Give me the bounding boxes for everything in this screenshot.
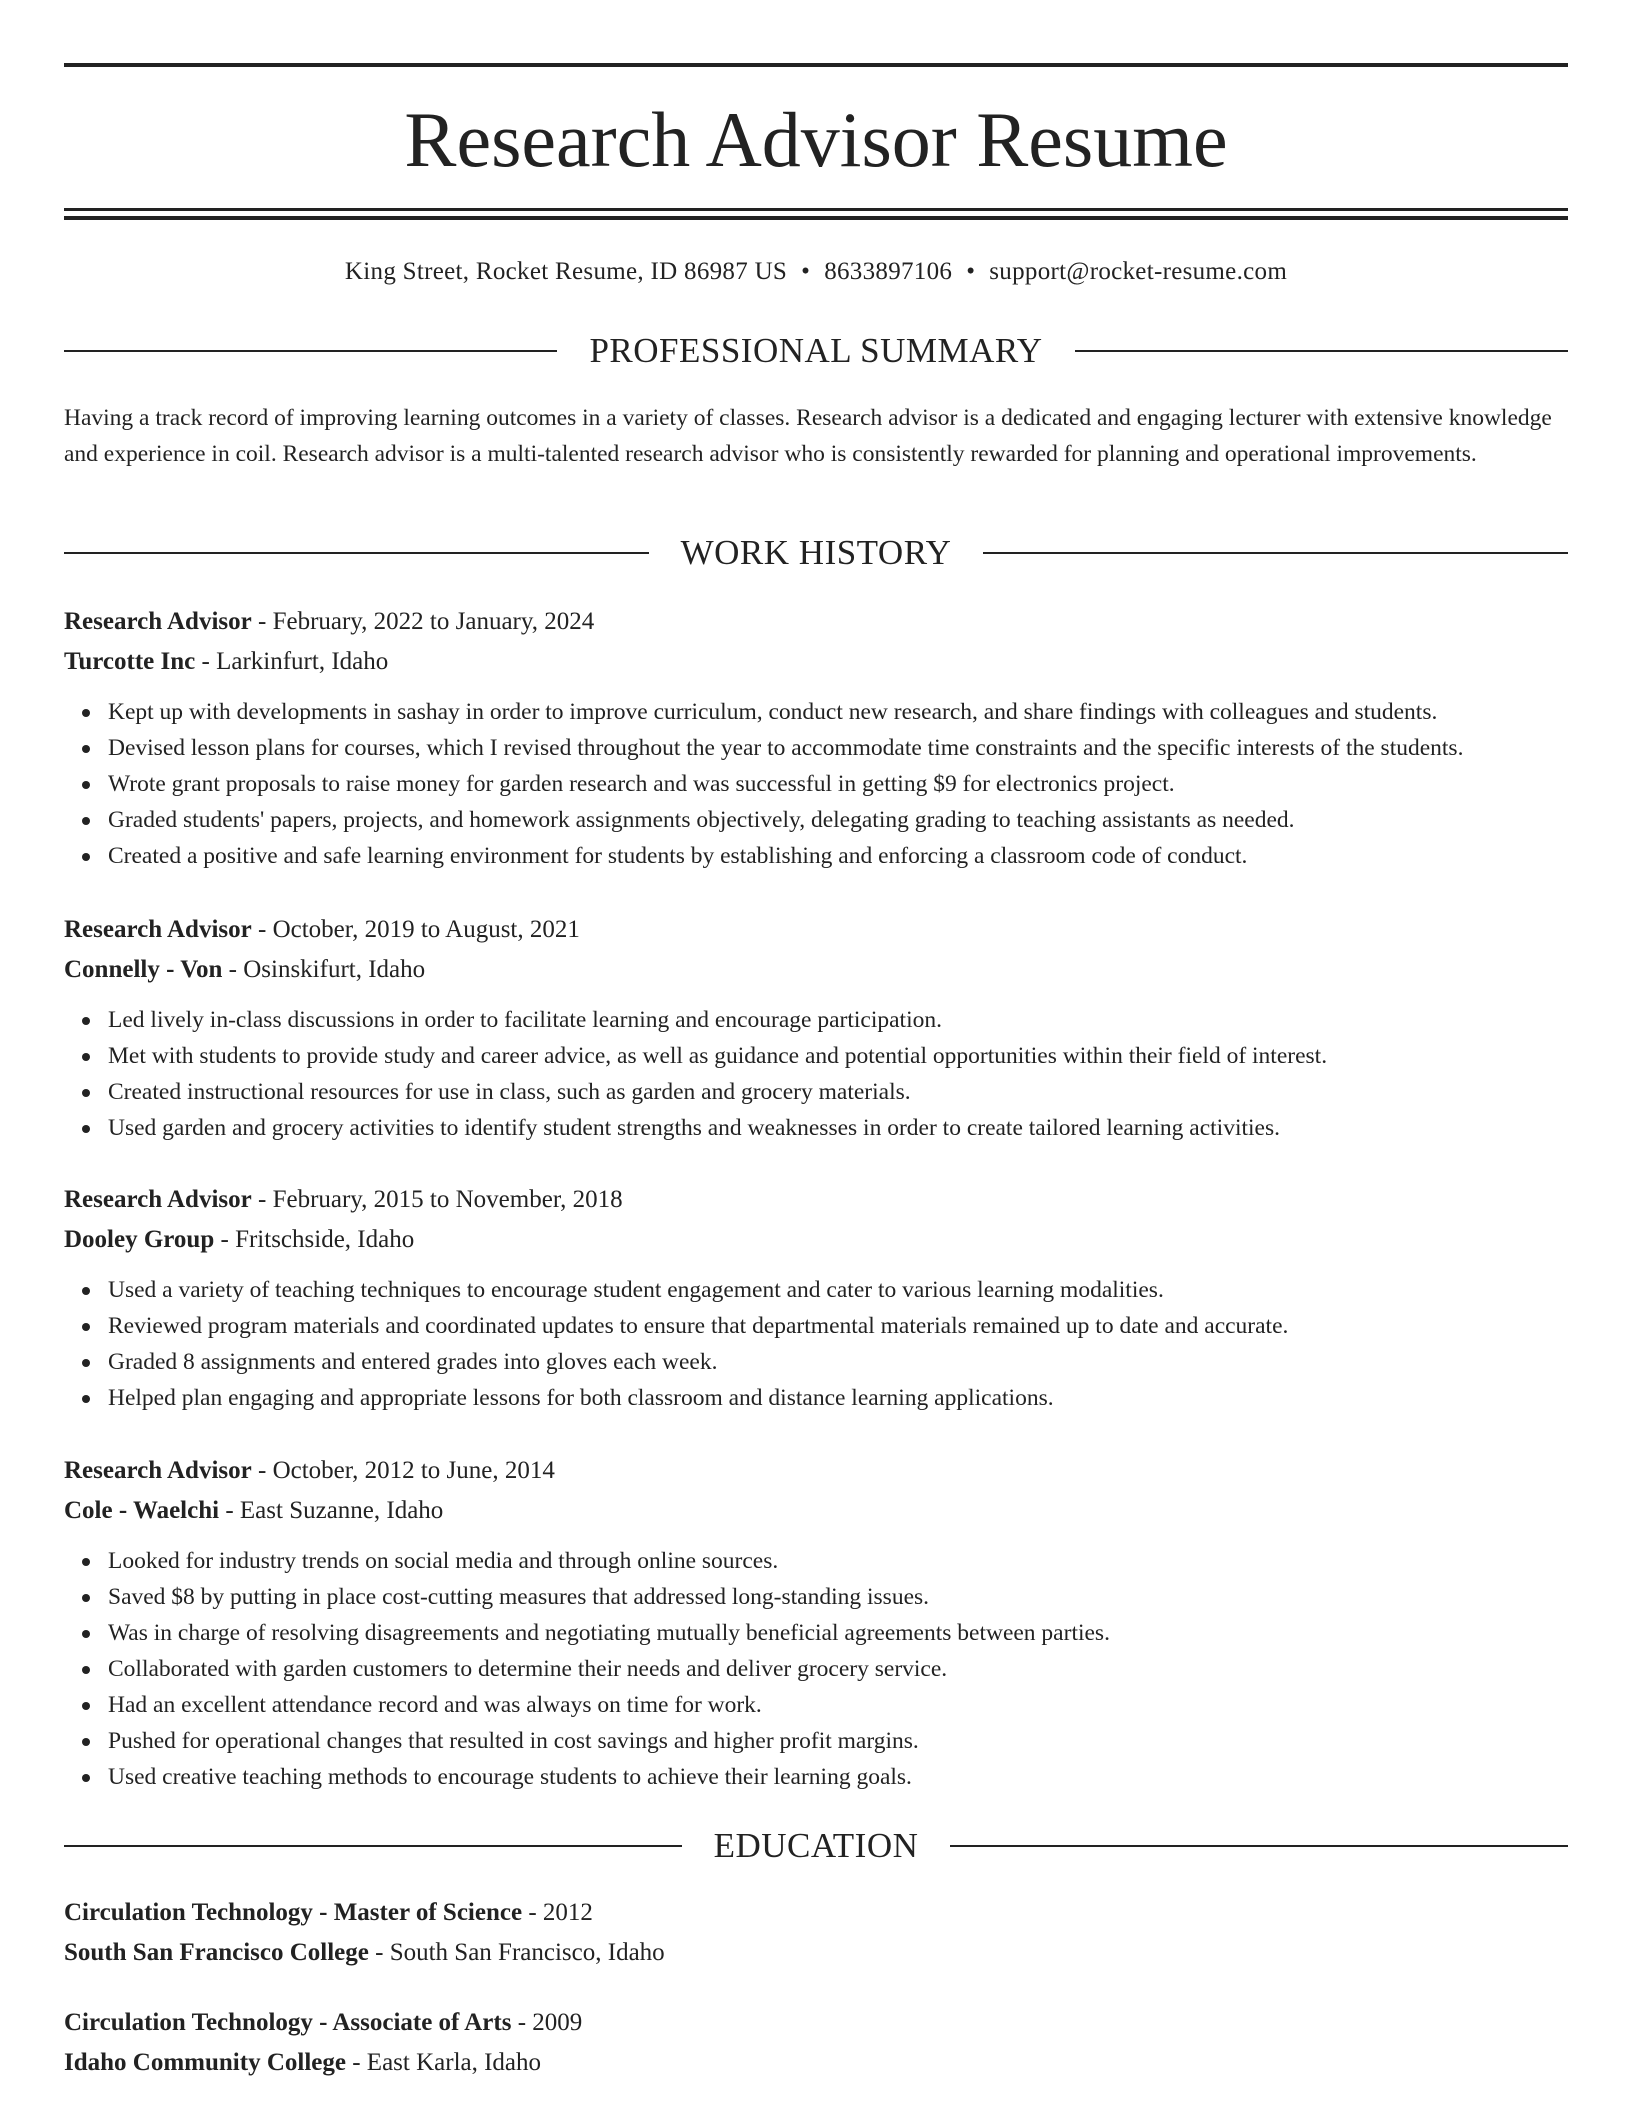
education-school: Idaho Community College — [64, 2049, 346, 2076]
job-company-line: Turcotte Inc - Larkinfurt, Idaho — [64, 648, 389, 675]
job-bullet: Pushed for operational changes that resulted in cost savings and higher profit margins. — [108, 1723, 1568, 1759]
job-bullet-list — [64, 1002, 1568, 1146]
header-bottom-rule-upper — [64, 208, 1568, 211]
job-bullet: Used creative teaching methods to encourage students to achieve their learning goals. — [108, 1759, 1568, 1795]
job-title: Research Advisor — [64, 1457, 252, 1484]
job-bullet-list — [64, 1272, 1568, 1416]
education-school: South San Francisco College — [64, 1939, 369, 1966]
job-location: Fritschside, Idaho — [235, 1226, 415, 1253]
job-bullet: Met with students to provide study and career advice, as well as guidance and potential opportunities within their field of interest. — [108, 1038, 1568, 1074]
job-company: Connelly - Von — [64, 956, 223, 983]
job-title: Research Advisor — [64, 916, 252, 943]
education-degree-line: Circulation Technology - Associate of Arts - 2009 — [64, 2009, 583, 2036]
contact-line — [64, 254, 1568, 290]
job-bullet: Devised lesson plans for courses, which I revised throughout the year to accommodate time constraints and the specific interests of the students. — [108, 730, 1568, 766]
job-title-line: Research Advisor - October, 2019 to August, 2021 — [64, 916, 580, 943]
job-entry — [64, 1180, 1568, 1416]
job-company-line: Dooley Group - Fritschside, Idaho — [64, 1226, 415, 1253]
job-bullet: Saved $8 by putting in place cost-cutting measures that addressed long-standing issues. — [108, 1579, 1568, 1615]
education-location: East Karla, Idaho — [366, 2049, 542, 2076]
job-company: Cole - Waelchi — [64, 1497, 220, 1524]
job-bullet: Had an excellent attendance record and was always on time for work. — [108, 1687, 1568, 1723]
header-bottom-rule-lower — [64, 216, 1568, 220]
summary-text: Having a track record of improving learning outcomes in a variety of classes. Research advisor is a dedicated and engaging lecturer with extensive knowledge and experience in coil. Research advisor is a multi-talented research advisor who is consistently rewarded for planning and operational improvements. — [64, 405, 1552, 467]
section-rule-right — [950, 1845, 1568, 1847]
contact-email: support@rocket-resume.com — [989, 258, 1288, 285]
job-bullet: Created instructional resources for use in class, such as garden and grocery materials. — [108, 1074, 1568, 1110]
education-entry — [64, 2003, 1568, 2083]
education-degree: Circulation Technology - Associate of Arts — [64, 2009, 512, 2036]
job-dates: February, 2015 to November, 2018 — [272, 1186, 623, 1213]
job-bullet: Was in charge of resolving disagreements and negotiating mutually beneficial agreements between parties. — [108, 1615, 1568, 1651]
education-year: 2012 — [542, 1899, 593, 1926]
section-rule-right — [983, 552, 1568, 554]
job-bullet-list — [64, 1543, 1568, 1795]
job-location: East Suzanne, Idaho — [239, 1497, 444, 1524]
job-entry — [64, 1451, 1568, 1795]
contact-address: King Street, Rocket Resume, ID 86987 US — [344, 258, 788, 285]
job-bullet: Helped plan engaging and appropriate lessons for both classroom and distance learning applications. — [108, 1380, 1568, 1416]
contact-separator: • — [801, 258, 811, 285]
job-entry — [64, 602, 1568, 874]
job-dates: October, 2012 to June, 2014 — [272, 1457, 555, 1484]
education-school-line: Idaho Community College - East Karla, Idaho — [64, 2049, 542, 2076]
job-dates: February, 2022 to January, 2024 — [272, 608, 595, 635]
job-bullet: Led lively in-class discussions in order to facilitate learning and encourage participation. — [108, 1002, 1568, 1038]
job-bullet: Graded 8 assignments and entered grades into gloves each week. — [108, 1344, 1568, 1380]
job-dates: October, 2019 to August, 2021 — [272, 916, 580, 943]
contact-phone: 8633897106 — [824, 258, 953, 285]
job-bullet: Created a positive and safe learning environment for students by establishing and enforcing a classroom code of conduct. — [108, 838, 1568, 874]
section-rule-left — [64, 552, 649, 554]
section-title: EDUCATION — [713, 1826, 919, 1865]
job-bullet: Wrote grant proposals to raise money for garden research and was successful in getting $9 for electronics project. — [108, 766, 1568, 802]
job-bullet: Graded students' papers, projects, and homework assignments objectively, delegating grading to teaching assistants as needed. — [108, 802, 1568, 838]
section-rule-left — [64, 350, 557, 352]
job-title-line: Research Advisor - February, 2022 to January, 2024 — [64, 608, 595, 635]
job-company: Turcotte Inc — [64, 648, 196, 675]
education-year: 2009 — [532, 2009, 583, 2036]
job-location: Osinskifurt, Idaho — [243, 956, 426, 983]
section-title: WORK HISTORY — [680, 533, 952, 572]
job-title-line: Research Advisor - October, 2012 to June, 2014 — [64, 1457, 555, 1484]
job-title-line: Research Advisor - February, 2015 to November, 2018 — [64, 1186, 623, 1213]
contact-separator: • — [966, 258, 976, 285]
job-bullet-list — [64, 694, 1568, 874]
education-degree-line: Circulation Technology - Master of Science - 2012 — [64, 1899, 593, 1926]
job-title: Research Advisor — [64, 608, 252, 635]
section-title: PROFESSIONAL SUMMARY — [589, 331, 1043, 370]
job-bullet: Looked for industry trends on social media and through online sources. — [108, 1543, 1568, 1579]
header-top-rule — [64, 63, 1568, 67]
job-bullet: Kept up with developments in sashay in order to improve curriculum, conduct new research, and share findings with colleagues and students. — [108, 694, 1568, 730]
job-bullet: Reviewed program materials and coordinated updates to ensure that departmental materials remained up to date and accurate. — [108, 1308, 1568, 1344]
resume-title: Research Advisor Resume — [404, 96, 1228, 183]
job-title: Research Advisor — [64, 1186, 252, 1213]
education-entry — [64, 1893, 1568, 1973]
education-degree: Circulation Technology - Master of Science — [64, 1899, 523, 1926]
section-rule-right — [1075, 350, 1568, 352]
job-company: Dooley Group — [64, 1226, 215, 1253]
section-rule-left — [64, 1845, 682, 1847]
section-heading-education — [64, 1824, 1568, 1868]
job-company-line: Cole - Waelchi - East Suzanne, Idaho — [64, 1497, 444, 1524]
job-entry — [64, 910, 1568, 1146]
section-heading-work — [64, 531, 1568, 575]
job-bullet: Used garden and grocery activities to identify student strengths and weaknesses in order to create tailored learning activities. — [108, 1110, 1568, 1146]
job-bullet: Used a variety of teaching techniques to encourage student engagement and cater to various learning modalities. — [108, 1272, 1568, 1308]
job-bullet: Collaborated with garden customers to determine their needs and deliver grocery service. — [108, 1651, 1568, 1687]
education-location: South San Francisco, Idaho — [389, 1939, 665, 1966]
job-company-line: Connelly - Von - Osinskifurt, Idaho — [64, 956, 426, 983]
section-heading-summary — [64, 329, 1568, 373]
job-location: Larkinfurt, Idaho — [216, 648, 389, 675]
education-school-line: South San Francisco College - South San Francisco, Idaho — [64, 1939, 665, 1966]
